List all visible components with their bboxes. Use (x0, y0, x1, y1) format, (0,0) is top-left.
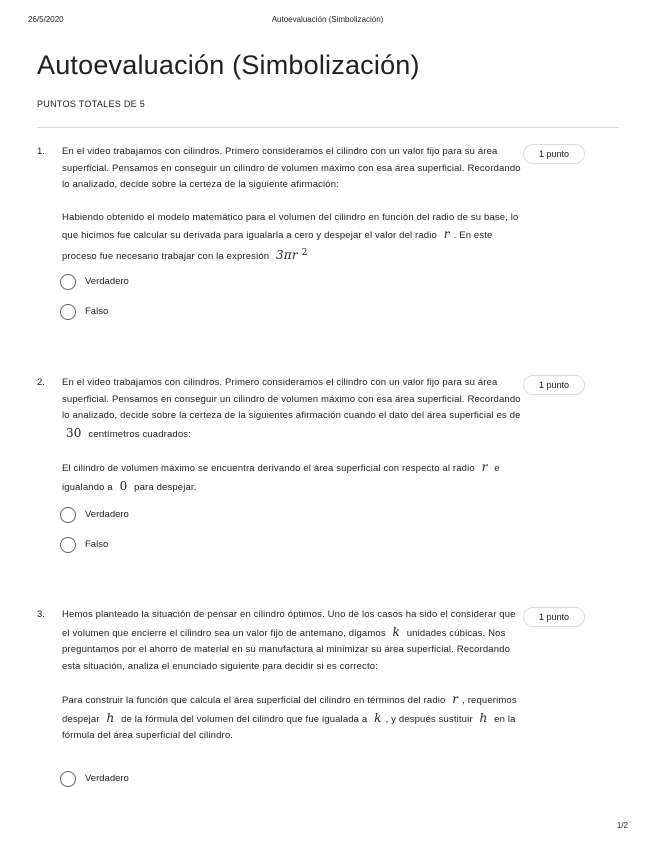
question-text (62, 144, 522, 265)
option-label: Verdadero (85, 509, 129, 520)
math-k: k (392, 624, 400, 639)
radio-button[interactable] (60, 507, 76, 523)
math-r: r (452, 692, 459, 706)
option-label: Verdadero (85, 773, 129, 784)
radio-button[interactable] (60, 274, 76, 290)
option-label: Verdadero (85, 276, 129, 287)
question-statement: El cilindro de volumen máximo se encuentra derivando el área superficial con respecto al radio r e igualando a 0 para despejar. (62, 460, 500, 493)
question-text (62, 607, 522, 745)
math-k: k (374, 710, 382, 725)
form-title: Autoevaluación (Simbolización) (37, 50, 420, 80)
math-h: h (479, 710, 488, 725)
points-badge: 1 punto (523, 144, 585, 164)
question-statement: Para construir la función que calcula el área superficial del cilindro en términos del radio r , requerimos despejar h de la fórmula del volumen del cilindro que fue igualada a k , y después sustituir h en la fórmula del área superficial del cilindro. (62, 692, 517, 741)
question-number: 1. (37, 146, 45, 157)
math-30: 30 (66, 425, 82, 440)
question-intro: En el video trabajamos con cilindros. Primero consideramos el cilindro con un valor fijo para su área superficial. Pensamos en conseguir un cilindro de volumen máximo con esa área superficial. Recordando lo analizado, decide sobre la certeza de la siguientes afirmación cuando el dato del área superficial es de 30 centímetros cuadrados: (62, 377, 521, 440)
radio-button[interactable] (60, 304, 76, 320)
points-total: PUNTOS TOTALES DE 5 (37, 99, 146, 109)
question-intro: Hemos planteado la situación de pensar en cilindro óptimos. Uno de los casos ha sido el considerar que el volumen que encierre el cilindro sea un valor fijo de antemano, digamos k unidades cúbicas. Nos preguntamos por el ahorro de material en su manufactura al minimizar su área superficial. Recordando esta situación, analiza el enunciado siguiente para decidir si es correcto: (62, 609, 516, 672)
question-statement: Habiendo obtenido el modelo matemático para el volumen del cilindro en función del radio de su base, lo que hicimos fue calcular su derivada para igualarla a cero y despejar el valor del radio r . En este proceso fue necesario trabajar con la expresión 3πr $^2$ (62, 211, 519, 262)
question-intro: En el video trabajamos con cilindros. Primero consideramos el cilindro con un valor fijo para su área superficial. Pensamos en conseguir un cilindro de volumen máximo con esa área superficial. Recordando lo analizado, decide sobre la certeza de la siguiente afirmación: (62, 146, 521, 190)
print-date: 26/5/2020 (28, 15, 64, 24)
math-expression: 3πr (276, 247, 298, 262)
radio-button[interactable] (60, 537, 76, 553)
page-number: 1/2 (616, 821, 628, 830)
question-number: 2. (37, 377, 45, 388)
divider (37, 127, 619, 128)
radio-button[interactable] (60, 771, 76, 787)
print-doc-title: Autoevaluación (Simbolización) (271, 15, 384, 24)
question-text (62, 375, 522, 496)
math-r: r (481, 460, 488, 474)
points-badge: 1 punto (523, 607, 585, 627)
math-h: h (106, 710, 115, 725)
option-label: Falso (85, 539, 109, 550)
question-number: 3. (37, 609, 45, 620)
math-r: r (443, 227, 450, 241)
option-label: Falso (85, 306, 109, 317)
math-exponent: 2 (301, 247, 308, 258)
math-0: 0 (119, 478, 128, 493)
points-badge: 1 punto (523, 375, 585, 395)
